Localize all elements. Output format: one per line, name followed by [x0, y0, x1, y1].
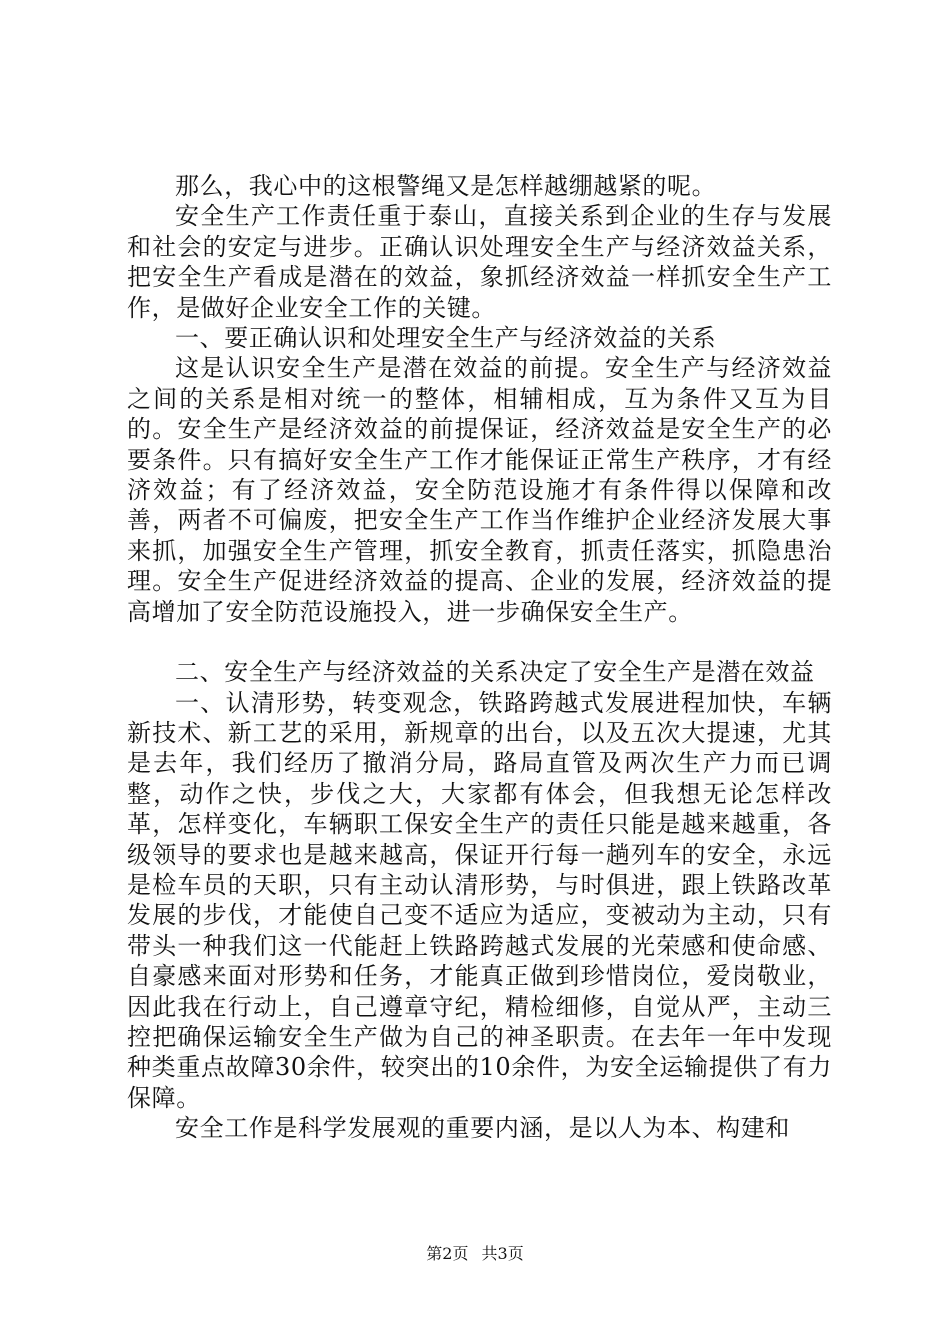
document-body	[127, 171, 832, 1144]
paragraph-relationship: 这是认识安全生产是潜在效益的前提。安全生产与经济效益之间的关系是相对统一的整体，相辅相成，互为条件又互为目的。安全生产是经济效益的前提保证，经济效益是安全生产的必要条件。只有搞好安全生产工作才能保证正常生产秩序，才有经济效益；有了经济效益，安全防范设施才有条件得以保障和改善，两者不可偏废，把安全生产工作当作维护企业经济发展大事来抓，加强安全生产管理，抓安全教育，抓责任落实，抓隐患治理。安全生产促进经济效益的提高、企业的发展，经济效益的提高增加了安全防范设施投入，进一步确保安全生产。	[127, 354, 832, 626]
paragraph-scientific-development: 安全工作是科学发展观的重要内涵，是以人为本、构建和	[175, 1114, 790, 1143]
page-number: 第2页	[426, 1244, 469, 1263]
section-heading-2: 二、安全生产与经济效益的关系决定了安全生产是潜在效益	[175, 658, 815, 687]
page-total: 共3页	[481, 1244, 524, 1263]
paragraph-situation: 一、认清形势，转变观念，铁路跨越式发展进程加快，车辆新技术、新工艺的采用，新规章的出台，以及五次大提速，尤其是去年，我们经历了撤消分局，路局直管及两次生产力而已调整，动作之快，步伐之大，大家都有体会，但我想无论怎样改革，怎样变化，车辆职工保安全生产的责任只能是越来越重，各级领导的要求也是越来越高，保证开行每一趟列车的安全，永远是检车员的天职，只有主动认清形势，与时俱进，跟上铁路改革发展的步伐，才能使自己变不适应为适应，变被动为主动，只有带头一种我们这一代能赶上铁路跨越式发展的光荣感和使命感、自豪感来面对形势和任务，才能真正做到珍惜岗位，爱岗敬业，因此我在行动上，自己遵章守纪，精检细修，自觉从严，主动三控把确保运输安全生产做为自己的神圣职责。在去年一年中发现种类重点故障30余件，较突出的10余件，为安全运输提供了有力保障。	[127, 688, 832, 1112]
paragraph-safety-responsibility: 安全生产工作责任重于泰山，直接关系到企业的生存与发展和社会的安定与进步。正确认识处理安全生产与经济效益关系，把安全生产看成是潜在的效益，象抓经济效益一样抓安全生产工作，是做好企业安全工作的关键。	[127, 202, 832, 322]
page-footer	[0, 1244, 950, 1264]
section-heading-1: 一、要正确认识和处理安全生产与经济效益的关系	[175, 324, 717, 353]
paragraph-intro-question: 那么，我心中的这根警绳又是怎样越绷越紧的呢。	[175, 172, 717, 200]
